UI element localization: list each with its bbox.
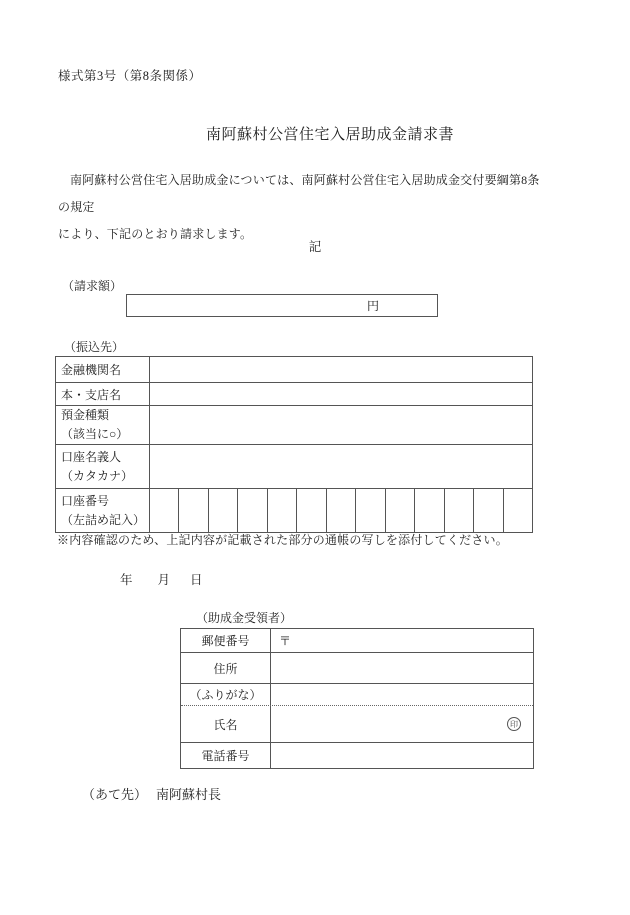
- account-digit-cell: [179, 489, 208, 532]
- deposit-type-cell: [150, 406, 532, 444]
- row-label: （ふりがな）: [181, 684, 271, 705]
- account-digit-cell: [150, 489, 179, 532]
- transfer-table: [55, 356, 533, 533]
- table-row-branch-name: [56, 382, 532, 405]
- row-label-text: 金融機関名: [61, 363, 122, 377]
- date-month-label: 月: [157, 573, 171, 587]
- table-row-furigana: [181, 683, 533, 705]
- row-label-text: 口座番号: [61, 493, 110, 508]
- table-row-postal-code: [181, 629, 533, 652]
- row-label: [56, 383, 150, 405]
- table-row-name: [181, 705, 533, 742]
- row-label-text: 口座名義人: [61, 449, 122, 464]
- row-label: 住所: [181, 653, 271, 683]
- row-label: [56, 445, 150, 488]
- row-label: 郵便番号: [181, 629, 271, 652]
- transfer-section-label: （振込先）: [64, 340, 125, 354]
- table-row-deposit-type: [56, 405, 532, 444]
- table-row-address: [181, 652, 533, 683]
- body-line-2: により、下記のとおり請求します。: [58, 227, 253, 241]
- row-label: 氏名: [181, 706, 271, 742]
- account-digit-cell: [268, 489, 297, 532]
- row-label-subtext: （該当に○）: [61, 427, 129, 441]
- addressee-line: [82, 784, 221, 803]
- account-digit-cell: [386, 489, 415, 532]
- date-year-label: 年: [120, 573, 133, 587]
- page-title: 南阿蘇村公営住宅入居助成金請求書: [206, 127, 455, 143]
- section-marker-ki: 記: [308, 240, 322, 254]
- table-row-phone-number: [181, 742, 533, 768]
- date-day-label: 日: [190, 573, 203, 587]
- postal-code-cell: [271, 629, 533, 652]
- row-label-text: 本・支店名: [61, 387, 122, 402]
- table-row-bank-name: [56, 357, 532, 382]
- row-label: [56, 406, 150, 444]
- table-row-account-holder: [56, 444, 532, 488]
- body-line-1: 南阿蘇村公営住宅入居助成金については、南阿蘇村公営住宅入居助成金交付要綱第8条の規定: [58, 173, 540, 214]
- address-cell: [271, 653, 533, 683]
- phone-number-cell: [271, 743, 533, 768]
- seal-icon: 印: [507, 717, 521, 731]
- recipient-table: [180, 628, 534, 769]
- branch-name-cell: [150, 383, 532, 405]
- account-digit-cell: [415, 489, 444, 532]
- furigana-cell: [271, 684, 533, 705]
- row-label-subtext: （左詰め記入）: [61, 512, 146, 527]
- claim-amount-label: （請求額）: [62, 279, 123, 293]
- addressee-label: （あて先）: [82, 787, 148, 802]
- account-digit-cell: [356, 489, 385, 532]
- bank-name-cell: [150, 357, 532, 382]
- attachment-note: ※内容確認のため、上記内容が記載された部分の通帳の写しを添付してください。: [57, 533, 508, 547]
- account-digit-cell: [209, 489, 238, 532]
- account-digit-cell: [474, 489, 503, 532]
- form-number: 様式第3号（第8条関係）: [58, 69, 202, 83]
- recipient-section-label: （助成金受領者）: [196, 611, 293, 625]
- account-digit-cell: [327, 489, 356, 532]
- yen-unit-label: 円: [366, 299, 379, 313]
- row-label-subtext: （カタカナ）: [61, 468, 134, 483]
- row-label: [56, 357, 150, 382]
- date-line: [120, 570, 203, 588]
- account-digit-cell: [297, 489, 326, 532]
- table-row-account-number: [56, 488, 532, 532]
- postal-mark: 〒: [279, 634, 292, 648]
- claim-amount-box: [126, 294, 438, 317]
- row-label: [56, 489, 150, 532]
- account-digit-cell: [445, 489, 474, 532]
- account-number-cells: [150, 489, 532, 532]
- addressee-name: 南阿蘇村長: [156, 787, 222, 802]
- body-paragraph: [58, 167, 550, 248]
- account-digit-cell: [238, 489, 267, 532]
- row-label: 電話番号: [181, 743, 271, 768]
- account-digit-cell: [504, 489, 532, 532]
- row-label-text: 預金種類: [61, 408, 110, 422]
- account-holder-cell: [150, 445, 532, 488]
- name-cell: [271, 706, 533, 742]
